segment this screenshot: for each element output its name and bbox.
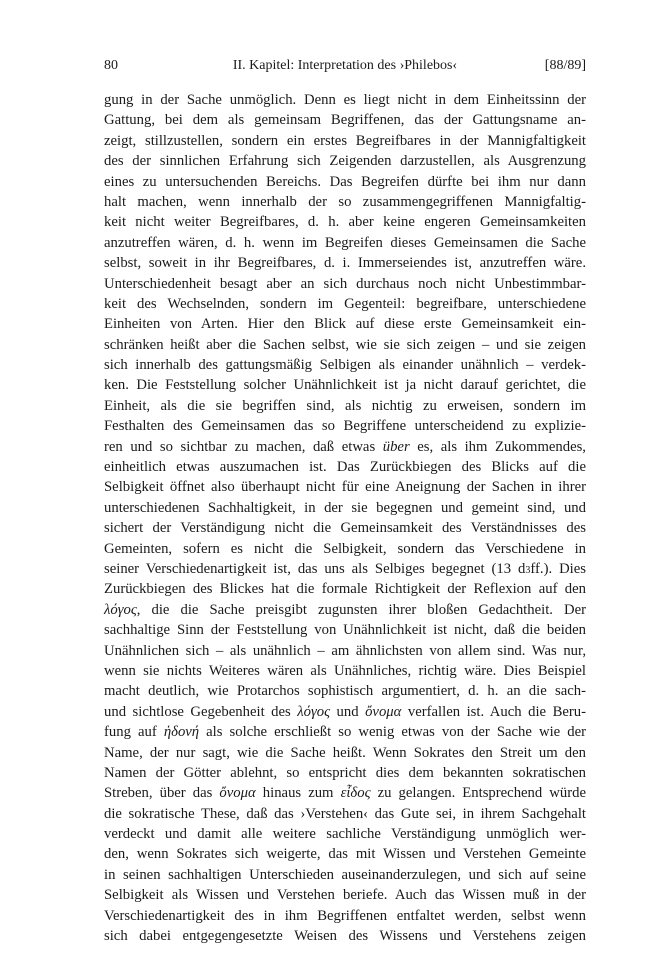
text-segment: seiner Verschiedenartigkeit ist, das uns als Selbiges begegnet (13 d <box>104 560 526 577</box>
text-segment: des der sinnlichen Erfahrung sich Zeigenden darzustellen, als Ausgrenzung <box>104 153 586 170</box>
text-segment: sich dabei entgegengesetzte Weisen des Wissens und Verstehens zeigen <box>104 928 586 945</box>
text-segment: Verschiedenartigkeit des in ihm Begriffenen entfaltet werden, selbst wenn <box>104 907 586 924</box>
text-line <box>104 722 586 742</box>
text-line <box>104 192 586 212</box>
text-segment: Selbigkeit als Wissen und Verstehen beriefe. Auch das Wissen muß in der <box>104 887 586 904</box>
italic-term: ὄνομα <box>365 703 402 720</box>
text-line <box>104 681 586 701</box>
text-line <box>104 416 586 436</box>
running-head <box>104 52 586 76</box>
text-segment: fung auf <box>104 724 164 741</box>
text-segment: zu gelangen. Entsprechend würde <box>370 785 587 802</box>
text-line <box>104 824 586 844</box>
text-segment: verfallen ist. Auch die Beru- <box>401 703 587 720</box>
text-line <box>104 253 586 273</box>
text-line <box>104 641 586 661</box>
text-line <box>104 396 586 416</box>
text-segment: und sichtlose Gegebenheit des <box>104 703 298 720</box>
italic-term: über <box>382 438 410 455</box>
text-segment: Gattung, bei dem als gemeinsam Begriffenen, das der Gattungsname an- <box>104 112 586 129</box>
text-line <box>104 620 586 640</box>
text-segment: Namen der Götter ablehnt, so entspricht dies dem bekannten sokratischen <box>104 764 586 781</box>
text-segment: die sokratische These, daß das ›Verstehen‹ das Gute sei, in ihrem Sachgehalt <box>104 805 586 822</box>
text-line <box>104 90 586 110</box>
text-line <box>104 437 586 457</box>
subscript: 3 <box>525 564 531 576</box>
italic-term: λόγος <box>104 601 137 618</box>
text-line <box>104 702 586 722</box>
text-segment: unterschiedenen Sachhaltigkeit, in der sie begegnen und gemeint sind, und <box>104 499 586 516</box>
text-line <box>104 294 586 314</box>
text-line <box>104 804 586 824</box>
text-segment: halt machen, wenn innerhalb der so zusammengegriffenen Mannigfaltig- <box>104 193 586 210</box>
text-line <box>104 539 586 559</box>
text-segment: anzutreffen wären, d. h. wenn im Begreifen dieses Gemeinsamen die Sache <box>104 234 586 251</box>
text-segment: hinaus zum <box>255 785 341 802</box>
chapter-title: II. Kapitel: Interpretation des ›Philebos‹ <box>232 58 458 73</box>
text-line <box>104 498 586 518</box>
text-line <box>104 335 586 355</box>
text-segment: macht deutlich, wie Protarchos sophistisch argumentiert, d. h. an die sach- <box>104 683 586 700</box>
text-line <box>104 110 586 130</box>
text-segment: den, wenn Sokrates sich weigerte, das mit Wissen und Verstehen Gemeinte <box>104 846 586 863</box>
text-segment: verdeckt und damit alle weitere sachliche Verständigung unmöglich wer- <box>104 826 586 843</box>
text-line <box>104 457 586 477</box>
text-line <box>104 212 586 232</box>
text-segment: zeigt, stillzustellen, sondern ein erstes Begreifbares in der Mannigfaltigkeit <box>104 132 586 149</box>
body-text <box>104 90 586 946</box>
text-segment: Einheiten von Arten. Hier den Blick auf diese erste Gemeinsamkeit ein- <box>104 316 586 333</box>
text-line <box>104 600 586 620</box>
text-segment: ff.). Dies <box>530 560 586 577</box>
text-line <box>104 743 586 763</box>
text-segment: Selbigkeit öffnet also überhaupt nicht für eine Aneignung der Sachen in ihrer <box>104 479 586 496</box>
text-line <box>104 233 586 253</box>
text-segment: keit des Wechselnden, sondern im Gegenteil: begreifbare, unterschiedene <box>104 295 586 312</box>
text-segment: Unähnlichen sich – als unähnlich – am ähnlichsten von allem sind. Was nur, <box>104 642 586 659</box>
page-reference: [88/89] <box>544 58 586 73</box>
text-line <box>104 314 586 334</box>
italic-term: εἶδος <box>340 785 371 802</box>
italic-term: λόγος <box>297 703 331 720</box>
text-segment: ken. Die Feststellung solcher Unähnlichkeit ist ja nicht darauf gerichtet, die <box>104 377 586 394</box>
text-segment: keit nicht weiter Begreifbares, d. h. aber keine engeren Gemeinsamkeiten <box>104 214 586 231</box>
text-line <box>104 661 586 681</box>
page-number: 80 <box>104 58 118 73</box>
text-segment: eines zu untersuchenden Bereichs. Das Begreifen dürfte bei ihm nur dann <box>104 173 586 190</box>
text-segment: selbst, soweit in ihr Begreifbares, d. i. Immerseiendes ist, anzutreffen wäre. <box>104 255 586 272</box>
text-line <box>104 477 586 497</box>
text-line <box>104 559 586 579</box>
text-line <box>104 172 586 192</box>
text-segment: , die die Sache preisgibt zugunsten ihrer bloßen Gedachtheit. Der <box>136 601 586 618</box>
text-segment: gung in der Sache unmöglich. Denn es liegt nicht in dem Einheitssinn der <box>104 92 586 108</box>
italic-term: ὄνομα <box>219 785 256 802</box>
text-line <box>104 906 586 926</box>
text-segment: Zurückbiegen des Blickes hat die formale Richtigkeit der Reflexion auf den <box>104 581 586 598</box>
text-segment: als solche erschließt so wenig etwas von der Sache wie der <box>199 724 587 741</box>
text-segment: und <box>330 703 366 720</box>
text-line <box>104 579 586 599</box>
text-segment: Unterschiedenheit besagt aber an sich durchaus noch nicht Unbestimmbar- <box>104 275 586 292</box>
text-line <box>104 151 586 171</box>
text-segment: Name, der nur sagt, wie die Sache heißt. Wenn Sokrates den Streit um den <box>104 744 586 761</box>
text-segment: es, als ihm Zukommendes, <box>409 438 586 455</box>
text-segment: sachhaltige Sinn der Feststellung von Unähnlichkeit ist nicht, daß die beiden <box>104 622 586 639</box>
text-line <box>104 375 586 395</box>
text-segment: sichert der Verständigung nicht die Gemeinsamkeit des Verständnisses des <box>104 520 586 537</box>
text-line <box>104 355 586 375</box>
text-segment: wenn sie nichts Weiteres wären als Unähnliches, richtig wäre. Dies Beispiel <box>104 662 586 679</box>
text-line <box>104 763 586 783</box>
text-line <box>104 844 586 864</box>
text-segment: in seinen sachhaltigen Unterschieden auseinanderzulegen, und sich auf seine <box>104 866 586 883</box>
text-segment: Festhalten des Gemeinsamen das so Begriffene unterscheidend zu explizie- <box>104 418 586 435</box>
text-line <box>104 865 586 885</box>
text-segment: ren und so sichtbar zu machen, daß etwas <box>104 438 383 455</box>
text-segment: einheitlich etwas auszumachen ist. Das Zurückbiegen des Blicks auf die <box>104 459 586 476</box>
text-line <box>104 926 586 946</box>
text-line <box>104 518 586 538</box>
text-segment: Einheit, als die sie begriffen sind, als nichtig zu erweisen, sondern im <box>104 397 586 414</box>
text-line <box>104 885 586 905</box>
text-segment: Gemeinten, sofern es nicht die Selbigkeit, sondern das Verschiedene in <box>104 540 586 557</box>
text-segment: sich innerhalb des gattungsmäßig Selbigen als einander unähnlich – verdek- <box>104 357 586 374</box>
text-segment: schränken heißt aber die Sachen selbst, wie sie sich zeigen – und sie zeigen <box>104 336 586 353</box>
text-line <box>104 783 586 803</box>
text-line <box>104 131 586 151</box>
italic-term: ἡδονή <box>163 724 200 741</box>
text-line <box>104 274 586 294</box>
text-segment: Streben, über das <box>104 785 220 802</box>
